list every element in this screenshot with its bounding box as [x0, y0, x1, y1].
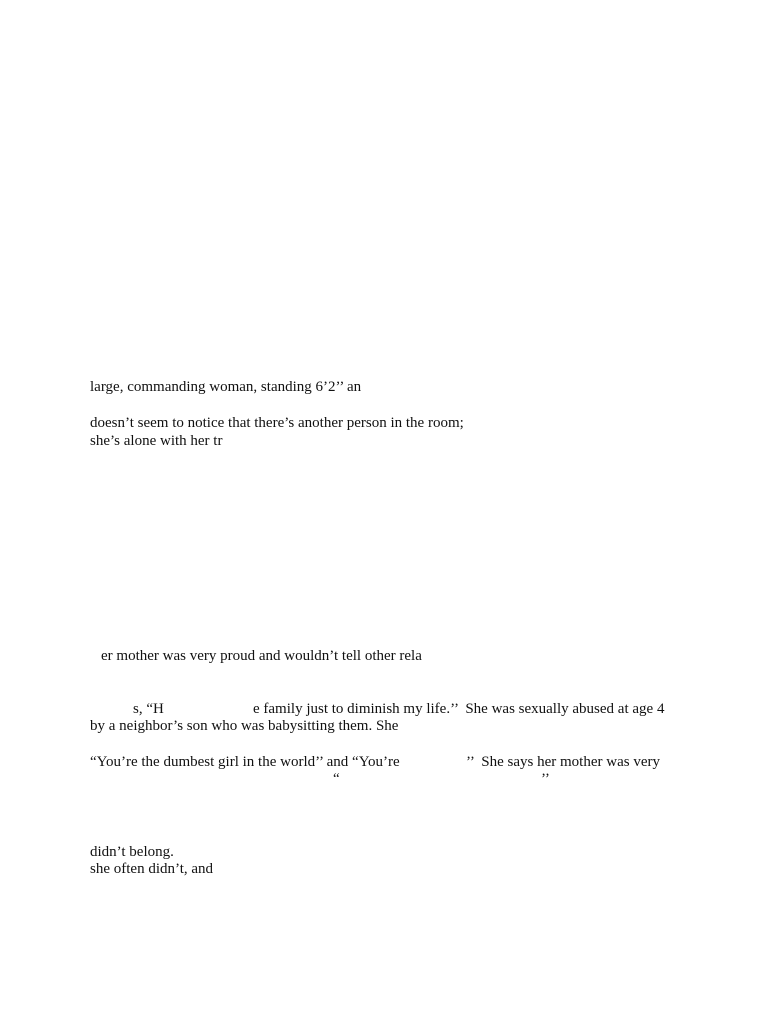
text-line-8: didn’t belong. [90, 844, 174, 860]
text-line-2: doesn’t seem to notice that there’s another person in the room; [90, 415, 464, 431]
text-line-4: er mother was very proud and wouldn’t tell other rela [101, 648, 422, 664]
text-line-5a: s, “H [133, 701, 164, 717]
text-line-3: she’s alone with her tr [90, 433, 223, 449]
text-line-9: she often didn’t, and [90, 861, 214, 877]
open-quote-mark: “ [333, 771, 340, 787]
close-quote-mark: ’’ [541, 771, 550, 787]
text-line-7a: “You’re the dumbest girl in the world’’ and “You’re [90, 754, 400, 770]
text-line-1: large, commanding woman, standing 6’2’’ an [90, 379, 362, 395]
text-line-5b: e family just to diminish my life.’’ She was sexually abused at age 4 [253, 701, 665, 717]
text-line-6: by a neighbor’s son who was babysitting them. She [90, 718, 399, 734]
text-line-7b: ’’ She says her mother was very [466, 754, 660, 770]
